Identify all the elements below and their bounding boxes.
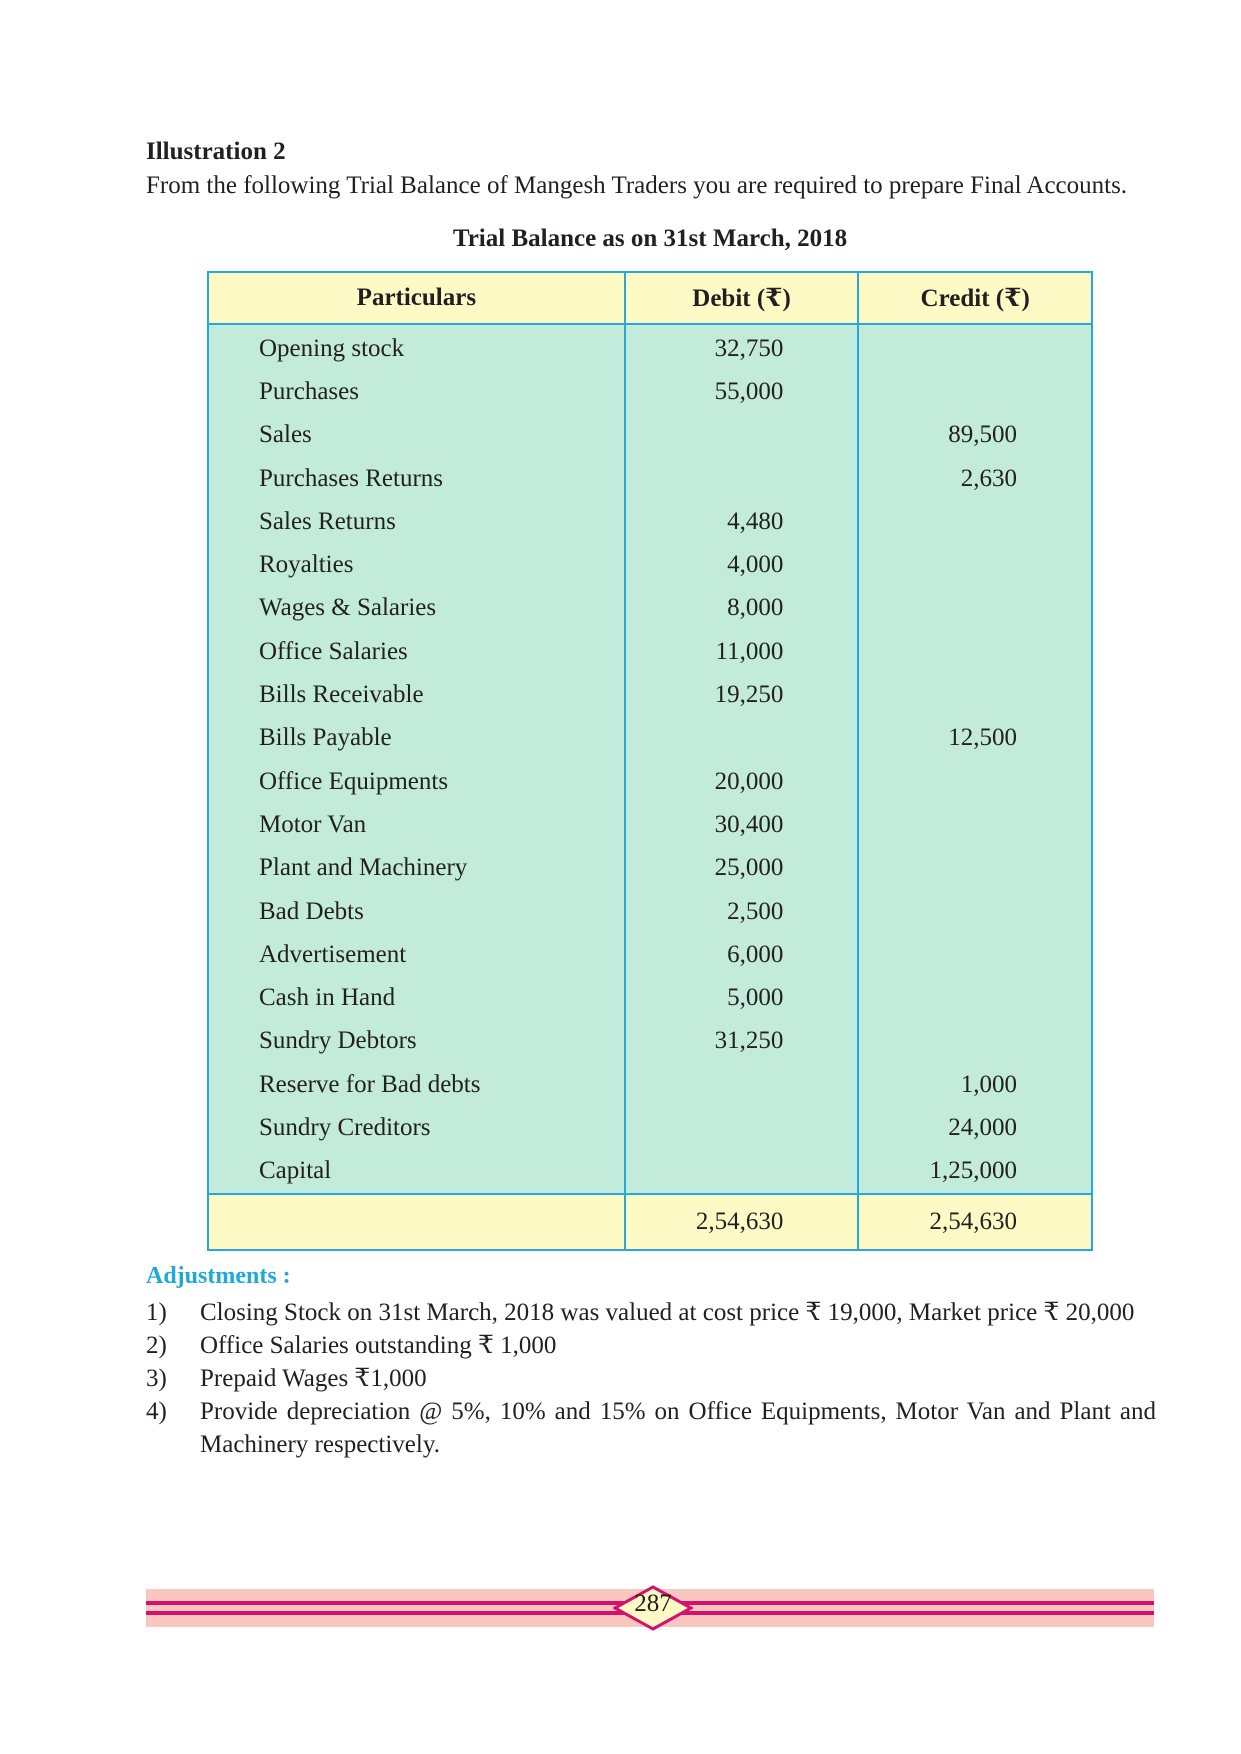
- particular-cell: Bills Payable: [208, 717, 625, 760]
- credit-cell: [858, 370, 1092, 413]
- credit-cell: 1,25,000: [858, 1150, 1092, 1194]
- credit-cell: 12,500: [858, 717, 1092, 760]
- credit-cell: [858, 543, 1092, 586]
- table-row: [208, 370, 1092, 413]
- table-row: [208, 457, 1092, 500]
- adjustments-title: Adjustments :: [146, 1263, 291, 1289]
- total-label: [208, 1194, 625, 1250]
- page-number: 287: [634, 1590, 672, 1617]
- debit-cell: 11,000: [625, 630, 859, 673]
- credit-cell: [858, 500, 1092, 543]
- adjustment-text: Provide depreciation @ 5%, 10% and 15% on Office Equipments, Motor Van and Plant and Machinery respectively.: [200, 1398, 1156, 1458]
- header-particulars: Particulars: [208, 272, 625, 324]
- debit-cell: 19,250: [625, 673, 859, 716]
- particular-cell: Advertisement: [208, 933, 625, 976]
- credit-cell: [858, 1020, 1092, 1063]
- particular-cell: Reserve for Bad debts: [208, 1063, 625, 1106]
- adjustment-number: 4): [146, 1398, 167, 1425]
- adjustment-number: 3): [146, 1365, 167, 1392]
- debit-cell: [625, 1106, 859, 1149]
- table-row: [208, 1150, 1092, 1194]
- particular-cell: Sundry Creditors: [208, 1106, 625, 1149]
- credit-cell: [858, 890, 1092, 933]
- particular-cell: Office Salaries: [208, 630, 625, 673]
- credit-cell: [858, 630, 1092, 673]
- debit-cell: [625, 717, 859, 760]
- table-row: [208, 1106, 1092, 1149]
- particular-cell: Capital: [208, 1150, 625, 1194]
- debit-cell: 2,500: [625, 890, 859, 933]
- credit-cell: [858, 847, 1092, 890]
- credit-cell: 24,000: [858, 1106, 1092, 1149]
- trial-balance-title: Trial Balance as on 31st March, 2018: [452, 225, 848, 252]
- particular-cell: Office Equipments: [208, 760, 625, 803]
- debit-cell: 31,250: [625, 1020, 859, 1063]
- header-credit: Credit (₹): [858, 272, 1092, 324]
- credit-cell: [858, 760, 1092, 803]
- particular-cell: Opening stock: [208, 324, 625, 370]
- illustration-title: Illustration 2: [146, 138, 286, 165]
- adjustments-list: [146, 1296, 1156, 1461]
- particular-cell: Sundry Debtors: [208, 1020, 625, 1063]
- particular-cell: Motor Van: [208, 803, 625, 846]
- adjustment-text: Office Salaries outstanding ₹ 1,000: [200, 1332, 557, 1359]
- table-row: [208, 324, 1092, 370]
- debit-cell: [625, 1063, 859, 1106]
- particular-cell: Royalties: [208, 543, 625, 586]
- particular-cell: Plant and Machinery: [208, 847, 625, 890]
- table-row: [208, 587, 1092, 630]
- table-body: [208, 324, 1092, 1194]
- table-row: [208, 500, 1092, 543]
- credit-cell: [858, 933, 1092, 976]
- adjustment-item: [146, 1296, 1156, 1329]
- debit-cell: [625, 457, 859, 500]
- trial-balance-table: [207, 271, 1093, 1251]
- adjustment-item: [146, 1329, 1156, 1362]
- page-footer: [146, 1589, 1154, 1627]
- table-row: [208, 414, 1092, 457]
- table-row: [208, 543, 1092, 586]
- credit-cell: [858, 803, 1092, 846]
- table-row: [208, 673, 1092, 716]
- particular-cell: Purchases: [208, 370, 625, 413]
- total-row: [208, 1194, 1092, 1250]
- particular-cell: Sales Returns: [208, 500, 625, 543]
- debit-cell: 30,400: [625, 803, 859, 846]
- illustration-text: From the following Trial Balance of Mangesh Traders you are required to prepare Final Accounts.: [146, 172, 1128, 199]
- debit-cell: 4,480: [625, 500, 859, 543]
- adjustment-number: 2): [146, 1332, 167, 1359]
- table-row: [208, 717, 1092, 760]
- table-row: [208, 1020, 1092, 1063]
- particular-cell: Purchases Returns: [208, 457, 625, 500]
- table-row: [208, 1063, 1092, 1106]
- debit-cell: 6,000: [625, 933, 859, 976]
- credit-cell: [858, 324, 1092, 370]
- header-debit: Debit (₹): [625, 272, 859, 324]
- adjustment-text: Prepaid Wages ₹1,000: [200, 1365, 427, 1392]
- table-row: [208, 890, 1092, 933]
- table-row: [208, 803, 1092, 846]
- debit-cell: 5,000: [625, 976, 859, 1019]
- debit-cell: 25,000: [625, 847, 859, 890]
- table-header-row: [208, 272, 1092, 324]
- adjustment-item: [146, 1362, 1156, 1395]
- particular-cell: Sales: [208, 414, 625, 457]
- particular-cell: Wages & Salaries: [208, 587, 625, 630]
- credit-cell: [858, 587, 1092, 630]
- debit-cell: 55,000: [625, 370, 859, 413]
- credit-cell: 89,500: [858, 414, 1092, 457]
- credit-cell: [858, 673, 1092, 716]
- table-row: [208, 933, 1092, 976]
- adjustment-item: [146, 1395, 1156, 1461]
- particular-cell: Cash in Hand: [208, 976, 625, 1019]
- debit-cell: 8,000: [625, 587, 859, 630]
- credit-cell: 1,000: [858, 1063, 1092, 1106]
- table-row: [208, 976, 1092, 1019]
- debit-cell: 32,750: [625, 324, 859, 370]
- debit-cell: [625, 1150, 859, 1194]
- total-debit: 2,54,630: [625, 1194, 859, 1250]
- particular-cell: Bad Debts: [208, 890, 625, 933]
- credit-cell: [858, 976, 1092, 1019]
- adjustment-text: Closing Stock on 31st March, 2018 was valued at cost price ₹ 19,000, Market price ₹ 20,000: [200, 1299, 1135, 1326]
- adjustment-number: 1): [146, 1299, 167, 1326]
- debit-cell: 4,000: [625, 543, 859, 586]
- debit-cell: 20,000: [625, 760, 859, 803]
- debit-cell: [625, 414, 859, 457]
- credit-cell: 2,630: [858, 457, 1092, 500]
- table-row: [208, 630, 1092, 673]
- particular-cell: Bills Receivable: [208, 673, 625, 716]
- total-credit: 2,54,630: [858, 1194, 1092, 1250]
- table-row: [208, 847, 1092, 890]
- table-row: [208, 760, 1092, 803]
